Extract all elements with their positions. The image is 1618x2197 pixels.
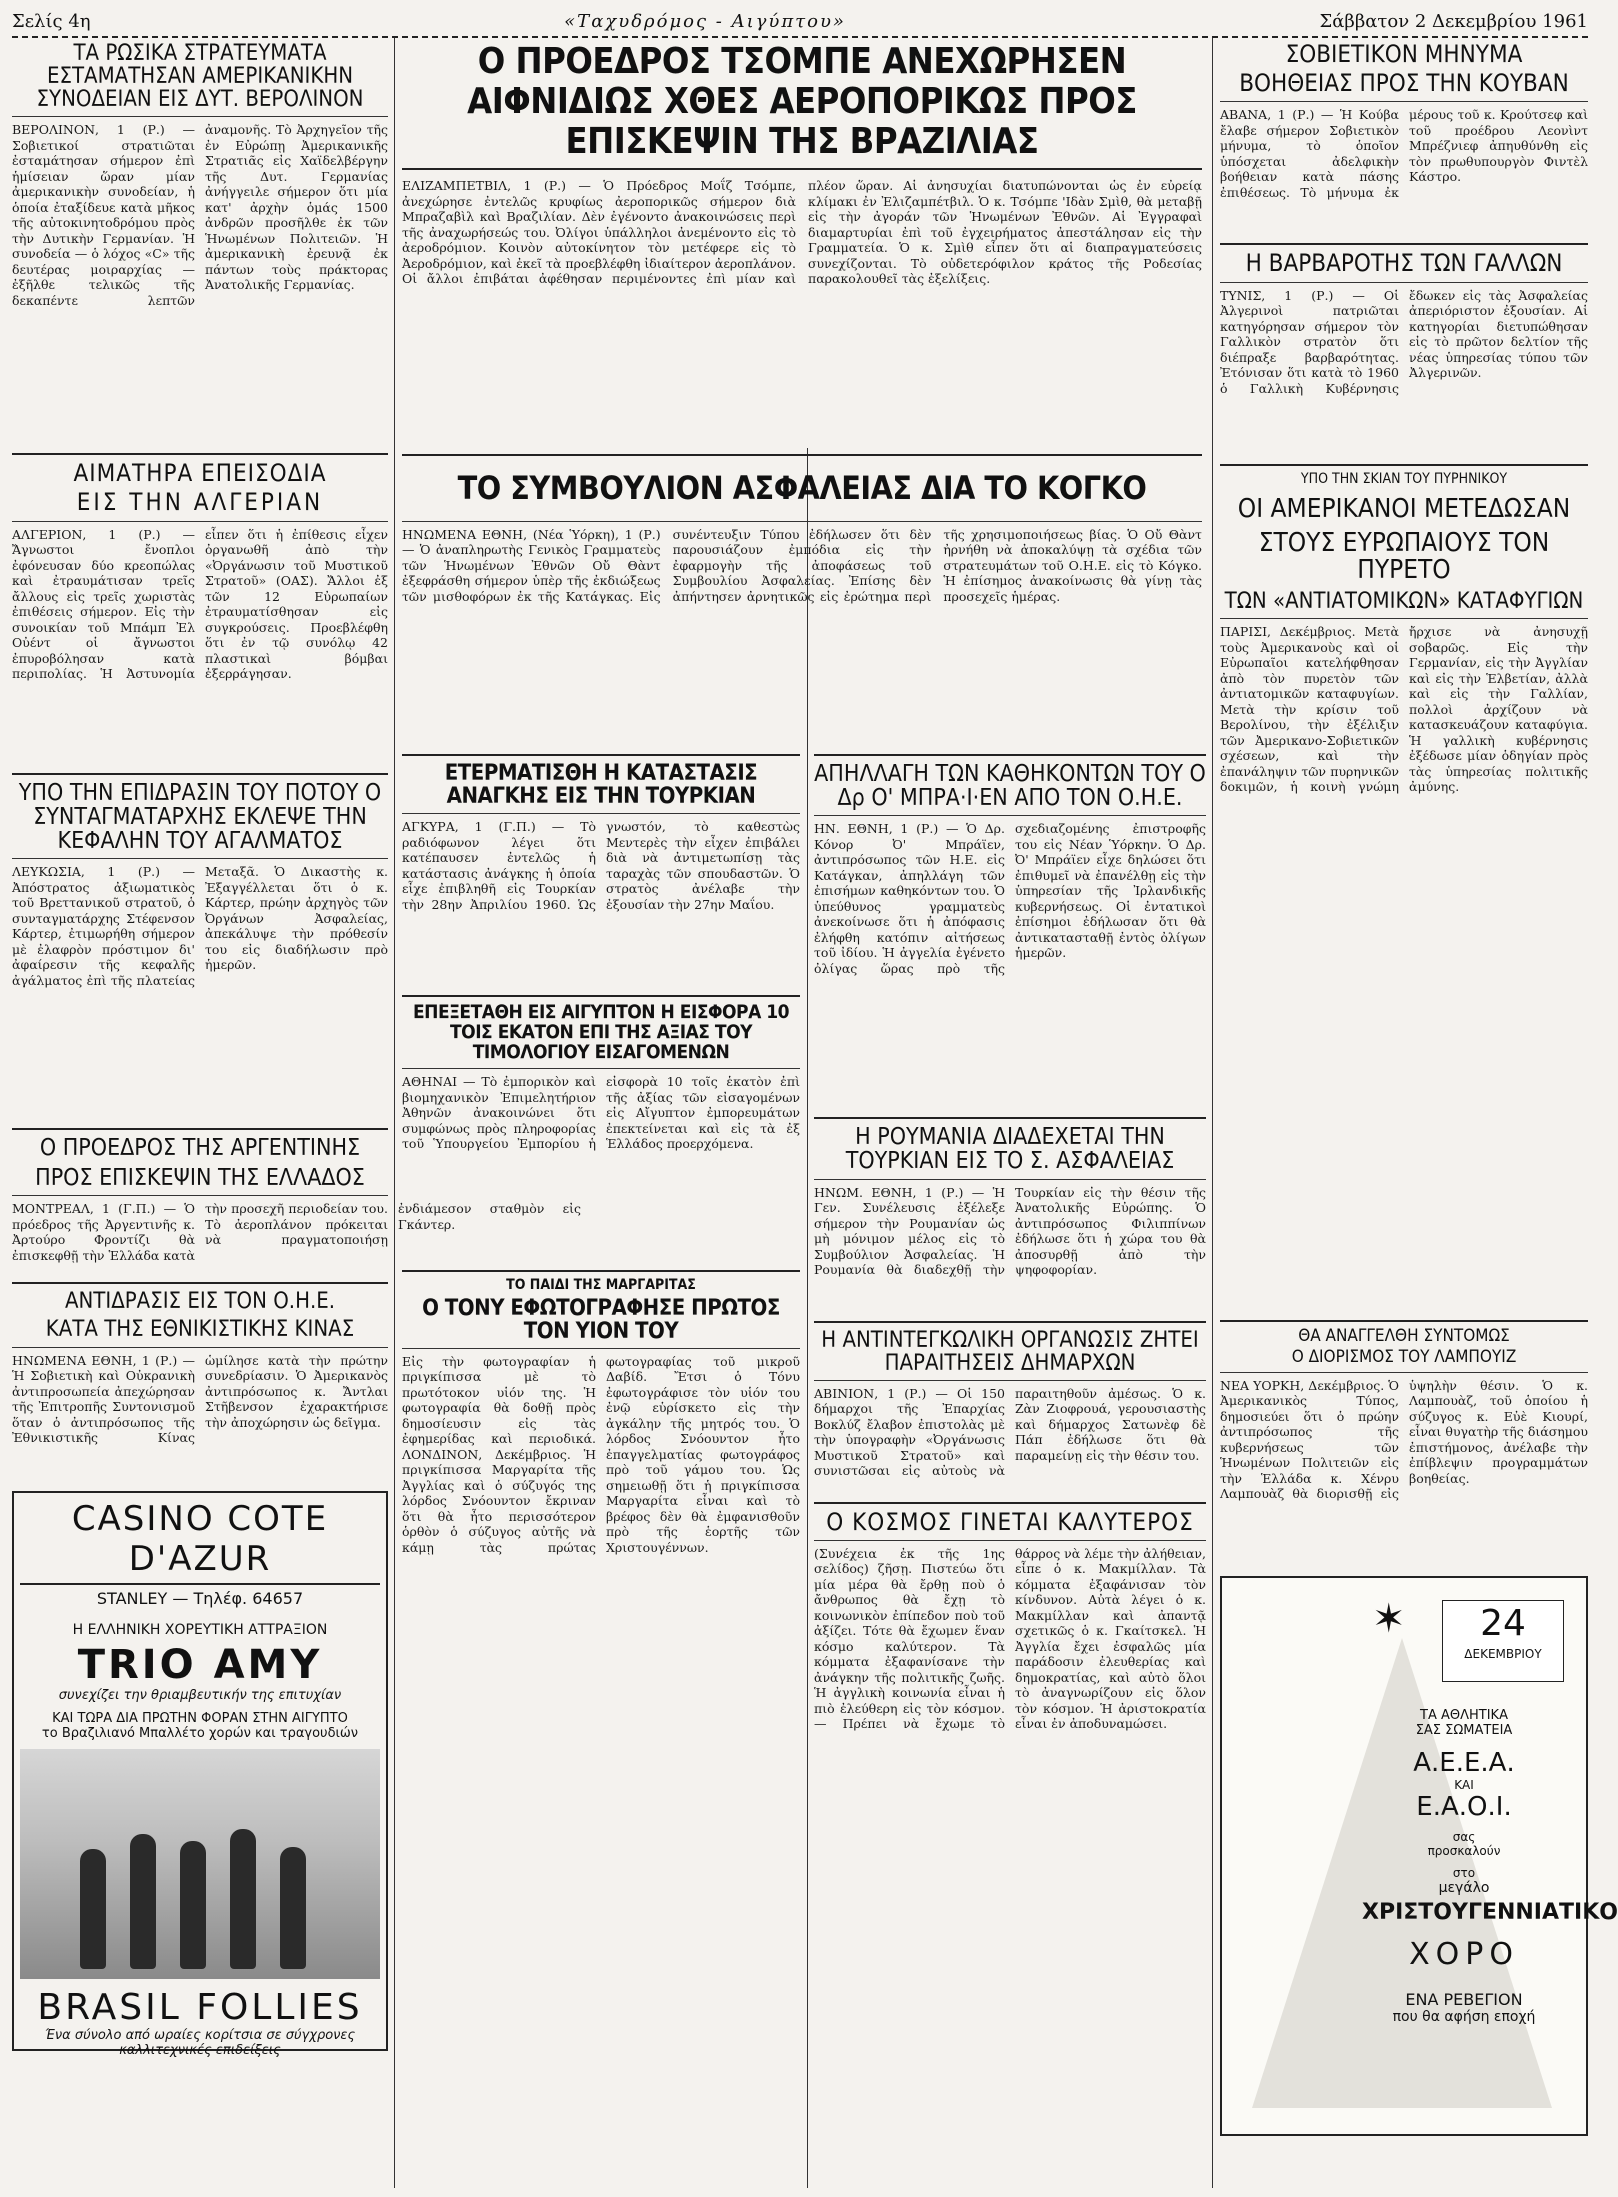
casino-line-1: συνεχίζει την θριαμβευτικήν της επιτυχίαν — [58, 1687, 342, 1703]
dancer-figure — [80, 1849, 106, 1969]
headline-un-reaction-1: ΑΝΤΙΔΡΑΣΙΣ ΕΙΣ ΤΟΝ Ο.Η.Ε. — [64, 1289, 336, 1315]
ad-line-invite: προσκαλούν — [1427, 1843, 1501, 1858]
article-tony-photo: Εἰς τὴν φωτογραφίαν ἡ πριγκίπισσα μὲ τὸ πρωτότοκον υἱόν της. Ἡ φωτογραφία θὰ δοθῇ πρὸς δημοσίευσιν εἰς τὰς ἐφημερίδας καὶ περιοδικά. ΛΟΝΔΙΝΟΝ, Δεκέμβριος. Ἡ πριγκίπισσα Μαργαρίτα τῆς Ἀγγλίας καὶ ὁ σύζυγός της λόρδος Σνόουντον ἔκριναν ὅτι θὰ ἦτο περισσότερον ὁρθὸν ὁ σύζυγος αὐτῆς νὰ κάμῃ τὰς πρώτας φωτογραφίας τοῦ μικροῦ Δαβίδ. Ἔτσι ὁ Τόνυ ἐφωτογράφισε τὸν υἱόν του ἐνῷ εὑρίσκετο εἰς τὴν ἀγκάλην τῆς μητρός του. Ὁ λόρδος Σνόουντον ἦτο ἐπαγγελματίας φωτογράφος πρὸ τοῦ γάμου του. Ὡς σημειωθῇ ὅτι ἡ πριγκίπισσα Μαργαρίτα εἶναι καὶ τὸ βρέφος δὲν θὰ ἐμφανισθοῦν πρὸ τῆς ἑορτῆς τῶν Χριστουγέννων. — [402, 1353, 800, 1555]
lead-story — [402, 42, 1202, 442]
headline-colonel-statue: ΥΠΟ ΤΗΝ ΕΠΙΔΡΑΣΙΝ ΤΟΥ ΠΟΤΟΥ Ο ΣΥΝΤΑΓΜΑΤΑΡΧΗΣ ΕΚΛΕΨΕ ΤΗΝ ΚΕΦΑΛΗΝ ΤΟΥ ΑΓΑΛΜΑΤΟΣ — [18, 779, 382, 854]
headline-tony-photo: Ο ΤΟΝΥ ΕΦΩΤΟΓΡΑΦΗΣΕ ΠΡΩΤΟΣ ΤΟΝ ΥΙΟΝ ΤΟΥ — [422, 1295, 780, 1344]
article-shelters: ΠΑΡΙΣΙ, Δεκέμβριος. Μετὰ τοὺς Ἀμερικανοὺς καὶ οἱ Εὐρωπαῖοι κατελήφθησαν ἀπὸ τὸν πυρετὸν τῶν ἀντιατομικῶν καταφυγίων. Μετὰ τὴν κρίσιν τοῦ Βερολίνου, τὴν ἐξέλιξιν τῶν Ἀμερικανο-Σοβιετικῶν σχέσεων, καὶ τὴν ἐπανάληψιν τῶν πυρηνικῶν δοκιμῶν, ἡ κοινὴ γνώμη ἤρχισε νὰ ἀνησυχῇ σοβαρῶς. Εἰς τὴν Γερμανίαν, εἰς τὴν Ἀγγλίαν καὶ εἰς τὴν Ἑλβετίαν, ἀλλὰ καὶ εἰς τὴν Γαλλίαν, πολλοὶ ἀρχίζουν νὰ κατασκευάζουν καταφύγια. Ἡ γαλλικὴ κυβέρνησις ἐξέδωσε μίαν ὁδηγίαν πρὸς τὰς ὑπηρεσίας πολιτικῆς ἀμύνης. — [1220, 624, 1588, 795]
article-labouisse: ΝΕΑ ΥΟΡΚΗ, Δεκέμβριος. Ὁ Ἀμερικανικὸς Τύπος, δημοσιεύει ὅτι ὁ πρώην ἀντιπρόσωπος τῆς κυβερνήσεως τῶν Ἡνωμένων Πολιτειῶν εἰς τὴν Ἑλλάδα κ. Χένρυ Λαμπουὰζ θὰ διορισθῇ εἰς ὑψηλὴν θέσιν. Ὁ κ. Λαμπουὰζ, τοῦ ὁποίου ἡ σύζυγος κ. Εὐὲ Κιουρί, εἶναι θυγατὴρ τῆς διάσημου ἐπιστήμονος, ἀνέλαβε τὴν ἐπίβλεψιν προγραμμάτων βοηθείας. — [1220, 1377, 1588, 1502]
casino-tagline-2: καλλιτεχνικές επιδείξεις — [119, 2042, 281, 2058]
headline-shelters-3: ΤΩΝ «ΑΝΤΙΑΤΟΜΙΚΩΝ» ΚΑΤΑΦΥΓΙΩΝ — [1224, 589, 1584, 615]
headline-shelters-2: ΣΤΟΥΣ ΕΥΡΩΠΑΙΟΥΣ ΤΟΝ ΠΥΡΕΤΟ — [1258, 527, 1550, 585]
column-center-right — [814, 748, 1206, 2188]
column-center-left — [402, 748, 800, 2188]
casino-place: STANLEY — [96, 1588, 168, 1608]
headline-labouisse-1: ΘΑ ΑΝΑΓΓΕΛΘΗ ΣΥΝΤΟΜΩΣ — [1298, 1326, 1510, 1347]
org-aeea: Α.Ε.Ε.Α. — [1413, 1747, 1515, 1778]
article-turkey-emergency: ΑΓΚΥΡΑ, 1 (Γ.Π.) — Τὸ ραδιόφωνον λέγει ὅτι κατέπαυσεν ἐντελῶς ἡ κατάστασις ἀνάγκης ἡ ὁποία εἶχε ἐπιβληθῆ εἰς Τουρκίαν τὴν 28ην Ἀπριλίου 1960. Ὡς γνωστόν, τὸ καθεστὼς Μεντερὲς τὴν εἶχεν ἐπιβάλει διὰ νὰ ἀντιμετωπίσῃ τὰς ταραχὰς τῶν σπουδαστῶν. Ὁ στρατὸς ἀνέλαβε τὴν ἐξουσίαν τὴν 27ην Μαΐου. — [402, 819, 800, 912]
headline-world-better: Ο ΚΟΣΜΟΣ ΓΙΝΕΤΑΙ ΚΑΛΥΤΕΡΟΣ — [826, 1507, 1194, 1536]
headline-labouisse-2: Ο ΔΙΟΡΙΣΜΟΣ ΤΟΥ ΛΑΜΠΟΥΙΖ — [1291, 1347, 1517, 1368]
ad-line-christmas: ΧΡΙΣΤΟΥΓΕΝΝΙΑΤΙΚΟ — [1362, 1899, 1618, 1925]
lead-article: ΕΛΙΖΑΜΠΕΤΒΙΛ, 1 (Ρ.) — Ὁ Πρόεδρος Μοΐζ Τσόμπε, ἀνεχώρησε ἐντελῶς κρυφίως ἀεροπορικῶς σήμερον διὰ Μπραζαβὶλ καὶ Βραζιλίαν. Δὲν ἐγένοντο ἀνακοινώσεις περὶ τῆς ἀναχωρήσεώς του. Ὀλίγοι ὑπάλληλοι ἀνεμένοντο εἰς τὸ ἀεροδρόμιον. Κοινὸν αὐτοκίνητον τὸν μετέφερε εἰς τὸ Ἀεροδρόμιον, καὶ ἐκεῖ τὰ προεβλέφθη ἰδιαίτερον ἀεροπλάνον. Οἱ ἄλλοι ἐπιβάται ἀφέθησαν περιμένοντες ἐπὶ μίαν καὶ πλέον ὥραν. Αἱ ἀνησυχίαι διατυπώνονται ὡς ἐν εὐρείᾳ κλίμακι ἐν Ἐλιζαμπέτβιλ. Ὁ κ. Τσόμπε 'Ιδὰν Σμὶθ, θὰ μεταβῇ εἰς τὴν ἀγοράν τῶν Ἡνωμένων Ἐθνῶν. Αἱ Ἐγγραφαὶ διαμαρτυρίαι ἐπὶ τοῦ ἐγχειρήματος ἀπεστάλησαν εἰς τὴν Γραμματεία. Ὁ κ. Σμὶθ εἶπεν ὅτι αἱ διαπραγματεύσεις συνεχίζονται. Τὸ οὐδετερόφιλον κράτος τῆς Ροδεσίας παρακολουθεῖ τὰς ἐξελίξεις. — [402, 178, 1202, 286]
casino-advertisement — [12, 1491, 388, 2058]
column-rule — [1212, 38, 1213, 2188]
dancer-figure — [230, 1829, 256, 1969]
headline-romania: Η ΡΟΥΜΑΝΙΑ ΔΙΑΔΕΧΕΤΑΙ ΤΗΝ ΤΟΥΡΚΙΑΝ ΕΙΣ ΤΟ Σ. ΑΣΦΑΛΕΙΑΣ — [845, 1124, 1175, 1175]
article-egypt-levy: ΑΘΗΝΑΙ — Τὸ ἐμπορικὸν καὶ βιομηχανικὸν Ἐπιμελητήριον Ἀθηνῶν ἀνακοινώνει ὅτι συμφώνως πρὸς πληροφορίας τοῦ Ὑπουργείου Ἐμπορίου ἡ εἰσφορὰ 10 τοῖς ἑκατὸν ἐπὶ τῆς ἀξίας τῶν εἰσαγομένων εἰς Αἴγυπτον ἐμπορευμάτων ἐπεκτείνεται καὶ εἰς τὰ ἐξ Ἑλλάδος προερχόμενα. — [402, 1074, 800, 1151]
calendar-day: 24 — [1480, 1602, 1526, 1644]
headline-oas-mayors: Η ΑΝΤΙΝΤΕΓΚΩΛΙΚΗ ΟΡΓΑΝΩΣΙΣ ΖΗΤΕΙ ΠΑΡΑΙΤΗΣΕΙΣ ΔΗΜΑΡΧΩΝ — [821, 1327, 1199, 1376]
calendar-month: ΔΕΚΕΜΒΡΙΟΥ — [1464, 1646, 1542, 1661]
article-soviet-message: ΑΒΑΝΑ, 1 (Ρ.) — Ἡ Κούβα ἔλαβε σήμερον Σοβιετικὸν μήνυμα, τὸ ὁποῖον ὑπόσχεται ἀδελφικὴν βοήθειαν κατὰ πάσης ἐπιθέσεως. Τὸ μήνυμα ἐκ μέρους τοῦ κ. Κρούτσεφ καὶ τοῦ προέδρου Λεονὶντ Μπρέζνιεφ ἀπηυθύνθη εἰς τὸν πρωθυπουργὸν Φιντὲλ Κάστρο. — [1220, 107, 1588, 200]
ad-line-epoch: που θα αφήση εποχή — [1392, 2008, 1536, 2025]
ad-line-and: ΚΑΙ — [1454, 1777, 1474, 1792]
article-algeria: ΑΛΓΕΡΙΟΝ, 1 (Ρ.) — Ἄγνωστοι ἔνοπλοι ἐφόνευσαν δύο κρεοπώλας καὶ ἐτραυμάτισαν τρεῖς ἄλλους εἰς τρεῖς χωριστὰς ἐπιθέσεις σήμερον. Εἰς τὴν συνοικίαν τοῦ Μπάμπ Ἐλ Οὐέντ οἱ ἄγνωστοι ἐπυροβόλησαν κατὰ περιπολίας. Ἡ Ἀστυνομία εἶπεν ὅτι ἡ ἐπίθεσις εἶχεν ὀργανωθῆ ἀπὸ τὴν «Ὀργάνωσιν τοῦ Μυστικοῦ Στρατοῦ» (ΟΑΣ). Ἄλλοι ἐξ τῶν 12 Εὐρωπαίων ἐτραυματίσθησαν εἰς συγκρούσεις. Προεβλέφθη ὅτι ἐν τῷ συνόλῳ 42 πλαστικαὶ βόμβαι ἐξερράγησαν. — [12, 526, 388, 682]
article-un-reaction: ΗΝΩΜΕΝΑ ΕΘΝΗ, 1 (Ρ.) — Ἡ Σοβιετικὴ καὶ Οὐκρανικὴ ἀντιπροσωπεία ἀπεχώρησαν τῆς Ἐπιτροπῆς Συντονισμοῦ ὅταν ὁ ἀντιπρόσωπος τῆς Ἐθνικιστικῆς Κίνας ὡμίλησε κατὰ τὴν πρώτην συνεδρίασιν. Ὁ Ἀμερικανὸς ἀντιπρόσωπος κ. Ἄντλαι Στῆβενσον ἐχαρακτήρισε τὴν ἀποχώρησιν ὡς δεῖγμα. — [12, 1352, 388, 1446]
calendar-tile — [1442, 1600, 1564, 1682]
casino-tagline-1: Ένα σύνολο από ωραίες κορίτσια σε σύγχρονες — [44, 2027, 356, 2043]
article-world-better: (Συνέχεια ἐκ τῆς 1ης σελίδος) ζῆσῃ. Πιστεύω ὅτι μία μέρα θὰ ἔρθῃ ποὺ ὁ ἄνθρωπος θὰ ἔχῃ τὸ κοινωνικὸν ἐπίπεδον ποὺ τοῦ ἀξίζει. Τότε θὰ ἔχωμεν ἕναν κόσμο καλύτερον. Τὰ κόμματα ἐξαφανίσανε τὴν ἀνάγκην τῆς πολιτικῆς ζωῆς. Ἡ ἀγγλικὴ κοινωνία εἶναι ἡ πιὸ ἐλεύθερη εἰς τὸν κόσμον. — Πρέπει νὰ ἔχωμε τὸ θάρρος νὰ λέμε τὴν ἀλήθειαν, εἶπε ὁ κ. Μακμίλλαν. Τὰ κόμματα ἐξαφάνισαν τὸν κίνδυνον. Αὐτὰ λέγει ὁ κ. Μακμίλλαν καὶ ἀπαντᾷ σχετικῶς ὁ κ. Γκαίτσκελ. Ἡ Ἀγγλία ἔχει ἐσφαλῶς μία παράδοσιν ἐλευθερίας καὶ δημοκρατίας, καὶ αὐτὸ ὅλοι τὸ ἀναγνωρίζουν εἰς ὅλον τὸν κόσμον. Ἡ ἀριστοκρατία εἶναι ἐν ἀποδυναμώσει. — [814, 1545, 1206, 1732]
headline-algeria-2: ΕΙΣ ΤΗΝ ΑΛΓΕΡΙΑΝ — [76, 488, 324, 517]
ad-line-reveillon: ΕΝΑ ΡΕΒΕΓΙΟΝ — [1405, 1989, 1523, 2009]
headline-un-reaction-2: ΚΑΤΑ ΤΗΣ ΕΘΝΙΚΙΣΤΙΚΗΣ ΚΙΝΑΣ — [45, 1317, 355, 1343]
ad-line-to: στο — [1452, 1865, 1476, 1880]
headline-egypt-levy: ΕΠΕΞΕΤΑΘΗ ΕΙΣ ΑΙΓΥΠΤΟΝ Η ΕΙΣΦΟΡΑ 10 ΤΟΙΣ ΕΚΑΤΟΝ ΕΠΙ ΤΗΣ ΑΞΙΑΣ ΤΟΥ ΤΙΜΟΛΟΓΙΟΥ ΕΙΣΑΓΟΜΕΝΩΝ — [412, 1001, 790, 1064]
star-icon: ✶ — [1372, 1595, 1406, 1642]
headline-turkey-emergency: ΕΤΕΡΜΑΤΙΣΘΗ Η ΚΑΤΑΣΤΑΣΙΣ ΑΝΑΓΚΗΣ ΕΙΣ ΤΗΝ ΤΟΥΡΚΙΑΝ — [444, 761, 758, 810]
security-council-article: ΗΝΩΜΕΝΑ ΕΘΝΗ, (Νέα Ὑόρκη), 1 (Ρ.) — Ὁ ἀναπληρωτὴς Γενικὸς Γραμματεὺς τῶν Ἡνωμένων Ἐθνῶν Οὔ Θὰντ ἐξεφράσθη σήμερον ὑπὲρ τῆς ἐκδιώξεως τῶν μισθοφόρων ἐκ τῆς Κατάγκας. Εἰς συνέντευξιν Τύπου ἐδήλωσεν ὅτι δὲν παρουσιάζουν ἐμπόδια εἰς τὴν ἐφαρμογὴν τῆς ἀποφάσεως τοῦ Συμβουλίου Ἀσφαλείας. Ἐπίσης δὲν ἀπήντησεν ἀρνητικῶς εἰς ἐρώτημα περὶ τῆς χρησιμοποιήσεως βίας. Ὁ Οὔ Θὰντ ἠρνήθη νὰ ἀποκαλύψῃ τὰ σχέδια τῶν στρατευμάτων τοῦ Ο.Η.Ε. εἰς τὸ Κόγκο. Ἡ ἐπίσημος ἀνακοίνωσις θὰ γίνῃ τὰς προσεχεῖς ἡμέρας. — [402, 526, 1202, 604]
issue-date: Σάββατον 2 Δεκεμβρίου 1961 — [1319, 10, 1588, 32]
masthead: «Ταχυδρόμος - Αιγύπτου» — [564, 10, 846, 32]
dancers-photo — [20, 1749, 380, 1979]
article-colonel-statue: ΛΕΥΚΩΣΙΑ, 1 (Ρ.) — Ἀπόστρατος ἀξιωματικὸς τοῦ Βρεττανικοῦ στρατοῦ, ὁ συνταγματάρχης Στέφενσον Κάρτερ, ἐτιμωρήθη σήμερον μὲ ἐλαφρὸν πρόστιμον δι' ἀφαίρεσιν τῆς κεφαλῆς ἀγάλματος ἐπὶ τῆς πλατείας Μεταξᾶ. Ὁ Δικαστὴς κ. Ἐξαγγέλλεται ὅτι ὁ κ. Κάρτερ, πρώην ἀρχηγὸς τῶν Ὀργάνων Ἀσφαλείας, ἀπεκάλυψε τὴν πρόθεσίν του εἰς διαδήλωσιν πρὸ ἡμερῶν. — [12, 864, 388, 988]
casino-line-3: το Βραζιλιανό Μπαλλέτο χορών και τραγουδιών — [41, 1725, 359, 1741]
headline-russian-troops: ΤΑ ΡΩΣΙΚΑ ΣΤΡΑΤΕΥΜΑΤΑ ΕΣΤΑΜΑΤΗΣΑΝ ΑΜΕΡΙΚΑΝΙΚΗΝ ΣΥΝΟΔΕΙΑΝ ΕΙΣ ΔΥΤ. ΒΕΡΟΛΙΝΟΝ — [36, 41, 364, 113]
kicker-nuclear: ΥΠΟ ΤΗΝ ΣΚΙΑΝ ΤΟΥ ΠΥΡΗΝΙΚΟΥ — [1300, 470, 1508, 487]
article-french-barbarity: ΤΥΝΙΣ, 1 (Ρ.) — Οἱ Ἀλγερινοὶ πατριῶται κατηγόρησαν σήμερον τὸν Γαλλικὸν στρατὸν ὅτι διέπραξε βαρβαρότητας. Ἐτόνισαν ὅτι κατὰ τὸ 1960 ὁ Γαλλικὴ Κυβέρνησις ἔδωκεν εἰς τὰς Ἀσφαλείας ἀπεριόριστον ἐξουσίαν. Αἱ κατηγορίαι διετυπώθησαν εἰς τὸ πρῶτον δελτίον τῆς νέας ὑπηρεσίας τύπου τῶν Ἀλγερινῶν. — [1220, 287, 1588, 396]
org-eaoi: Ε.Α.Ο.Ι. — [1416, 1791, 1512, 1822]
newspaper-page — [12, 8, 1618, 2188]
page-header — [12, 8, 1588, 38]
headline-soviet-message-2: ΒΟΗΘΕΙΑΣ ΠΡΟΣ ΤΗΝ ΚΟΥΒΑΝ — [1239, 69, 1569, 98]
column-left — [12, 41, 581, 2188]
headline-argentina-1: Ο ΠΡΟΕΔΡΟΣ ΤΗΣ ΑΡΓΕΝΤΙΝΗΣ — [39, 1135, 361, 1162]
ad-line-dance: ΧΟΡΟ — [1409, 1936, 1519, 1972]
casino-phone: Τηλέφ. 64657 — [193, 1588, 304, 1608]
casino-presents: Η ΕΛΛΗΝΙΚΗ ΧΟΡΕΥΤΙΚΗ ΑΤΤΡΑΞΙΟΝ — [72, 1621, 328, 1638]
headline-algeria-1: ΑΙΜΑΤΗΡΑ ΕΠΕΙΣΟΔΙΑ — [73, 459, 327, 488]
lead-headline: Ο ΠΡΟΕΔΡΟΣ ΤΣΟΜΠΕ ΑΝΕΧΩΡΗΣΕΝ ΑΙΦΝΙΔΙΩΣ ΧΘΕΣ ΑΕΡΟΠΟΡΙΚΩΣ ΠΡΟΣ ΕΠΙΣΚΕΨΙΝ ΤΗΣ ΒΡΑΖΙΛΙΑΣ — [402, 42, 1202, 170]
ad-line-you: σας — [1452, 1829, 1476, 1844]
column-right — [1220, 40, 1618, 2188]
christmas-ad-text — [1362, 1707, 1618, 2025]
page-number: Σελίς 4η — [12, 10, 91, 32]
article-argentina: ΜΟΝΤΡΕΑΛ, 1 (Γ.Π.) — Ὁ πρόεδρος τῆς Ἀργεντινῆς κ. Ἀρτούρο Φροντίζι θὰ ἐπισκεφθῇ τὴν Ἑλλάδα κατὰ τὴν προσεχῆ περιοδείαν του. Τὸ ἀεροπλάνον πρόκειται νὰ πραγματοποιήσῃ ἐνδιάμεσον σταθμὸν εἰς Γκάντερ. — [12, 1201, 581, 1263]
article-obrien: ΗΝ. ΕΘΝΗ, 1 (Ρ.) — Ὁ Δρ. Κόνορ Ὀ' Μπράϊεν, ἀντιπρόσωπος τῶν Η.Ε. εἰς Κατάγκαν, ἀπηλλάγη τῶν ἐπισήμων καθηκόντων του. Ὁ ὑπεύθυνος γραμματεὺς ἀνεκοίνωσε ὅτι ἡ ἀπόφασις ἐλήφθη κατόπιν αἰτήσεως τοῦ ἰδίου. Ἡ ἀγγελία ἐγένετο ὀλίγας ὥρας πρὸ τῆς σχεδιαζομένης ἐπιστροφῆς του εἰς Νέαν Ὑόρκην. Ὁ Δρ. Ὀ' Μπράϊεν εἶχε δηλώσει ὅτι ἐπιθυμεῖ νὰ ἐπανέλθῃ εἰς τὴν ὑπηρεσίαν τῆς Ἰρλανδικῆς κυβερνήσεως. Οἱ ἐντατικοὶ ἐπίσημοι ἐδήλωσαν ὅτι θὰ ἀντικατασταθῇ ἐντὸς ὀλίγων ἡμερῶν. — [814, 821, 1206, 976]
ad-line-athletic: ΤΑ ΑΘΛΗΤΙΚΑ — [1420, 1707, 1508, 1723]
ad-line-clubs: ΣΑΣ ΣΩΜΑΤΕΙΑ — [1415, 1722, 1513, 1738]
dancer-figure — [180, 1841, 206, 1969]
column-rule — [394, 38, 395, 2188]
casino-title: CASINO COTE D'AZUR — [20, 1499, 380, 1585]
headline-argentina-2: ΠΡΟΣ ΕΠΙΣΚΕΨΙΝ ΤΗΣ ΕΛΛΑΔΟΣ — [35, 1165, 365, 1192]
dancer-figure — [130, 1834, 156, 1969]
show-name: BRASIL FOLLIES — [37, 1986, 363, 2028]
article-oas-mayors: ΑΒΙΝΙΟΝ, 1 (Ρ.) — Οἱ 150 δήμαρχοι τῆς Ἐπαρχίας Βοκλύζ ἔλαβον ἐπιστολὰς μὲ τὴν ὑπογραφὴν «Ὀργάνωσις Μυστικοῦ Στρατοῦ» καὶ συνιστῶσαι εἰς αὐτοὺς νὰ παραιτηθοῦν ἀμέσως. Ὁ κ. Ζὰν Ζιοφρουά, γερουσιαστὴς καὶ δήμαρχος Σατωνὲφ δὲ Πάπ ἐδήλωσε ὅτι θὰ παραμείνῃ εἰς τὴν θέσιν του. — [814, 1385, 1206, 1479]
casino-line-2: ΚΑΙ ΤΩΡΑ ΔΙΑ ΠΡΩΤΗΝ ΦΟΡΑΝ ΣΤΗΝ ΑΙΓΥΠΤΟ — [52, 1710, 348, 1726]
headline-shelters-1: ΟΙ ΑΜΕΡΙΚΑΝΟΙ ΜΕΤΕΔΩΣΑΝ — [1237, 494, 1571, 525]
act-name: TRIO AMY — [77, 1641, 323, 1688]
casino-location: STANLEY — Τηλέφ. 64657 — [96, 1588, 304, 1608]
christmas-dance-advertisement — [1220, 1576, 1618, 2136]
headline-french-barbarity: Η ΒΑΡΒΑΡΟΤΗΣ ΤΩΝ ΓΑΛΛΩΝ — [1245, 249, 1563, 278]
headline-soviet-message-1: ΣΟΒΙΕΤΙΚΟΝ ΜΗΝΥΜΑ — [1285, 40, 1523, 68]
dancer-figure — [280, 1847, 306, 1969]
ad-line-big: μεγάλο — [1438, 1879, 1490, 1896]
security-council-story — [402, 448, 1202, 738]
article-russian-troops: ΒΕΡΟΛΙΝΟΝ, 1 (Ρ.) — Σοβιετικοί στρατιῶται ἐσταμάτησαν σήμερον ἐπὶ ἡμίσειαν ὥραν μίαν ἀμερικανικὴν συνοδείαν, ἡ ὁποία ἐταξίδευε κατὰ μῆκος τῆς αὐτοκινητοδρόμου πρὸς τὴν Δυτικὴν Γερμανίαν. Ἡ συνοδεία — ὁ λόχος «C» τῆς δευτέρας μοιραρχίας — ἐξῆλθε τελικῶς τῆς δεκαπέντε λεπτῶν ἀναμονῆς. Τὸ Ἀρχηγεῖον τῆς ἐν Εὐρώπῃ Ἀμερικανικῆς Στρατιᾶς εἰς Χαϊδελβέργην τῆς Δυτ. Γερμανίας ἀνήγγειλε σήμερον ὅτι μία κατ' ἀρχὴν ὁμάς 1500 ἀνδρῶν προσῆλθε ἐκ τῶν Ἡνωμένων Πολιτειῶν. Ἡ ἀμερικανικὴ ἐρευνᾷ ἐκ πάντων τοὺς πράκτορας Ἀνατολικῆς Γερμανίας. — [12, 122, 388, 308]
headline-margaret-child: ΤΟ ΠΑΙΔΙ ΤΗΣ ΜΑΡΓΑΡΙΤΑΣ — [506, 1277, 696, 1293]
headline-obrien: ΑΠΗΛΛΑΓΗ ΤΩΝ ΚΑΘΗΚΟΝΤΩΝ ΤΟΥ Ο Δρ Ο' ΜΠΡΑ·Ι·ΕΝ ΑΠΟ ΤΟΝ Ο.Η.Ε. — [814, 761, 1206, 812]
security-council-headline: ΤΟ ΣΥΜΒΟΥΛΙΟΝ ΑΣΦΑΛΕΙΑΣ ΔΙΑ ΤΟ ΚΟΓΚΟ — [457, 469, 1147, 507]
article-romania: ΗΝΩΜ. ΕΘΝΗ, 1 (Ρ.) — Ἡ Γεν. Συνέλευσις ἐξέλεξε σήμερον τὴν Ρουμανίαν ὡς μὴ μόνιμον μέλος εἰς τὸ Συμβούλιον Ἀσφαλείας. Ἡ Ρουμανία θὰ διαδεχθῇ τὴν Τουρκίαν εἰς τὴν θέσιν τῆς Ἀνατολικῆς Εὐρώπης. Ὁ ἀντιπρόσωπος Φιλιππίνων ἐδήλωσε ὅτι ἡ χώρα του θὰ ἀποσυρθῇ ἀπὸ τὴν ψηφοφορίαν. — [814, 1184, 1206, 1278]
